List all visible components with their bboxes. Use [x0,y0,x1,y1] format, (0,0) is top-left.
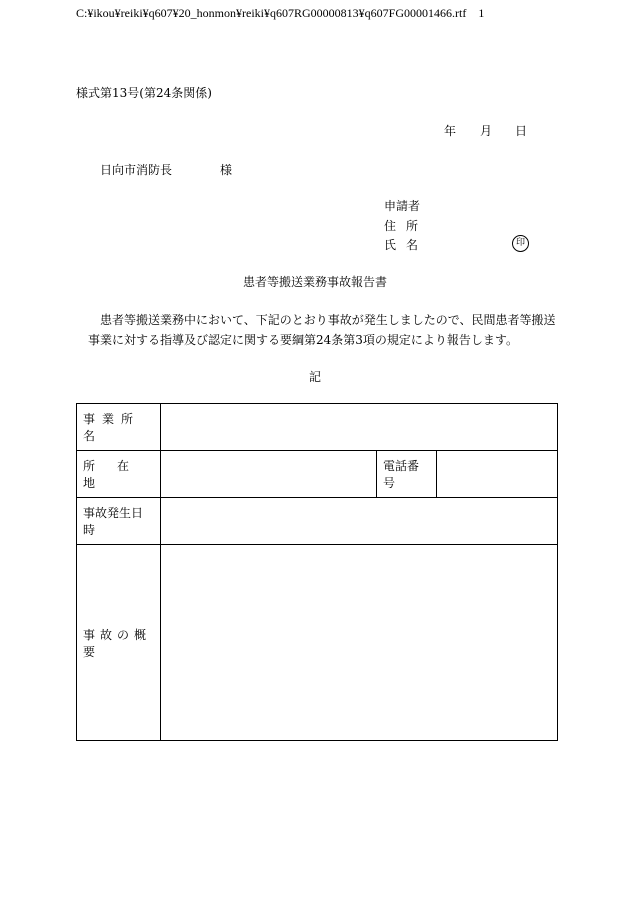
location-label: 所在地 [77,451,161,498]
table-row [77,451,558,498]
date-month-label: 月 [480,124,493,138]
summary-cell[interactable] [161,545,558,741]
office-name-cell[interactable] [161,404,558,451]
table-row [77,545,558,741]
document-title: 患者等搬送業務事故報告書 [242,275,387,289]
datetime-label: 事故発生日時 [77,498,161,545]
file-path-header: C:¥ikou¥reiki¥q607¥20_honmon¥reiki¥q607RG00000813¥q607FG00001466.rtf 1 [76,6,485,20]
applicant-label: 申請者 [384,199,421,213]
location-cell[interactable] [161,451,377,498]
table-row [77,498,558,545]
recipient: 日向市消防長 [100,163,173,177]
office-name-label: 事業所名 [77,404,161,451]
phone-cell[interactable] [437,451,558,498]
address-label: 住所 [384,219,429,233]
honorific: 様 [220,163,233,177]
datetime-cell[interactable] [161,498,558,545]
ki-heading: 記 [308,370,321,384]
form-number: 様式第13号(第24条関係) [76,86,212,100]
phone-label: 電話番号 [377,451,437,498]
table-row [77,404,558,451]
summary-label: 事故の概要 [77,545,161,741]
name-label: 氏名 [384,238,429,252]
seal-mark: 印 [512,235,529,252]
body-paragraph: 患者等搬送業務中において、下記のとおり事故が発生しましたので、民間患者等搬送事業に対する指導及び認定に関する要綱第24条第3項の規定により報告します。 [88,313,556,347]
date-year-label: 年 [444,124,457,138]
date-day-label: 日 [515,124,528,138]
report-table [76,403,558,741]
